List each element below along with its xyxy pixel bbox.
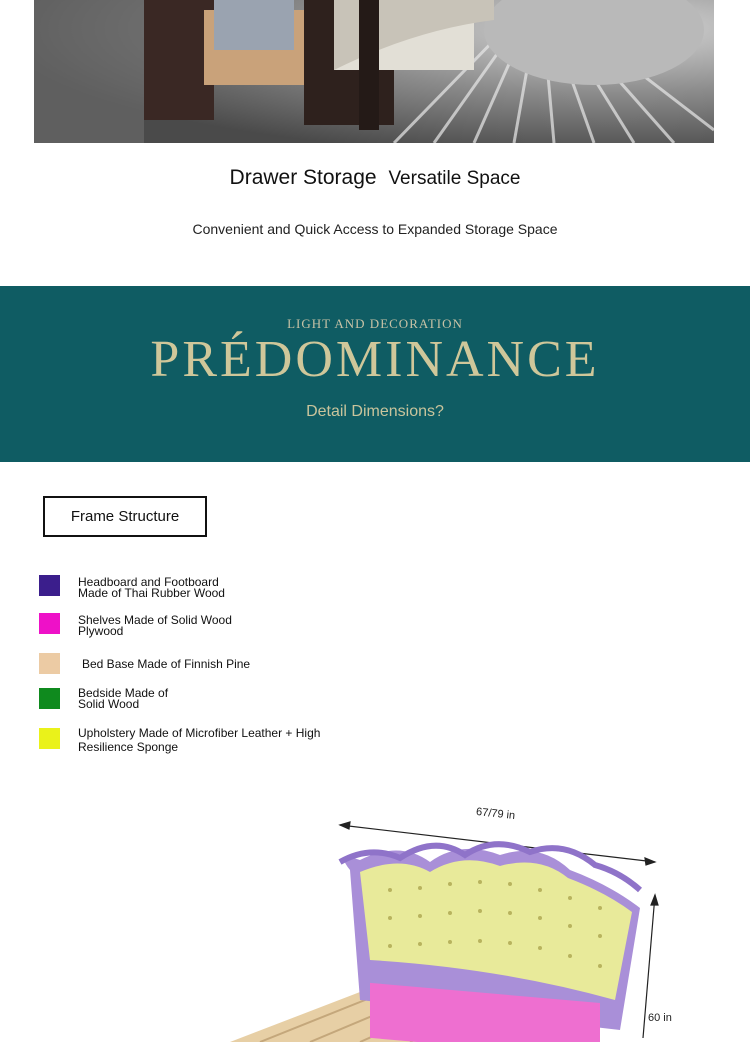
legend-label: Headboard and Footboard Made of Thai Rubber Wood (78, 575, 225, 600)
banner-heading: PRÉDOMINANCE (150, 331, 600, 388)
predominance-banner (0, 286, 750, 462)
legend-swatch (39, 575, 60, 596)
section-description: Convenient and Quick Access to Expanded Storage Space (192, 221, 558, 237)
legend-label: Bed Base Made of Finnish Pine (82, 657, 251, 671)
legend-label: Shelves Made of Solid Wood Plywood (78, 613, 232, 638)
frame-structure-label: Frame Structure (70, 508, 180, 525)
height-dimension-label: 60 in (648, 1012, 672, 1024)
drawer-photo (34, 0, 714, 143)
frame-structure-box (43, 496, 207, 537)
legend-label: Upholstery Made of Microfiber Leather + High Resilience Sponge (78, 726, 321, 754)
bed-diagram (200, 800, 750, 1042)
legend-swatch (39, 688, 60, 709)
banner-kicker: LIGHT AND DECORATION (287, 316, 463, 331)
legend-label: Bedside Made of Solid Wood (78, 686, 169, 711)
section-title (0, 166, 750, 190)
legend-swatch (39, 653, 60, 674)
width-dimension-label: 67/79 in (475, 805, 516, 823)
section-title-main: Drawer Storage (229, 166, 377, 189)
section-title-sub: Versatile Space (388, 168, 521, 189)
banner-subheading: Detail Dimensions? (306, 403, 444, 420)
legend-swatch (39, 613, 60, 634)
legend-swatch (39, 728, 60, 749)
